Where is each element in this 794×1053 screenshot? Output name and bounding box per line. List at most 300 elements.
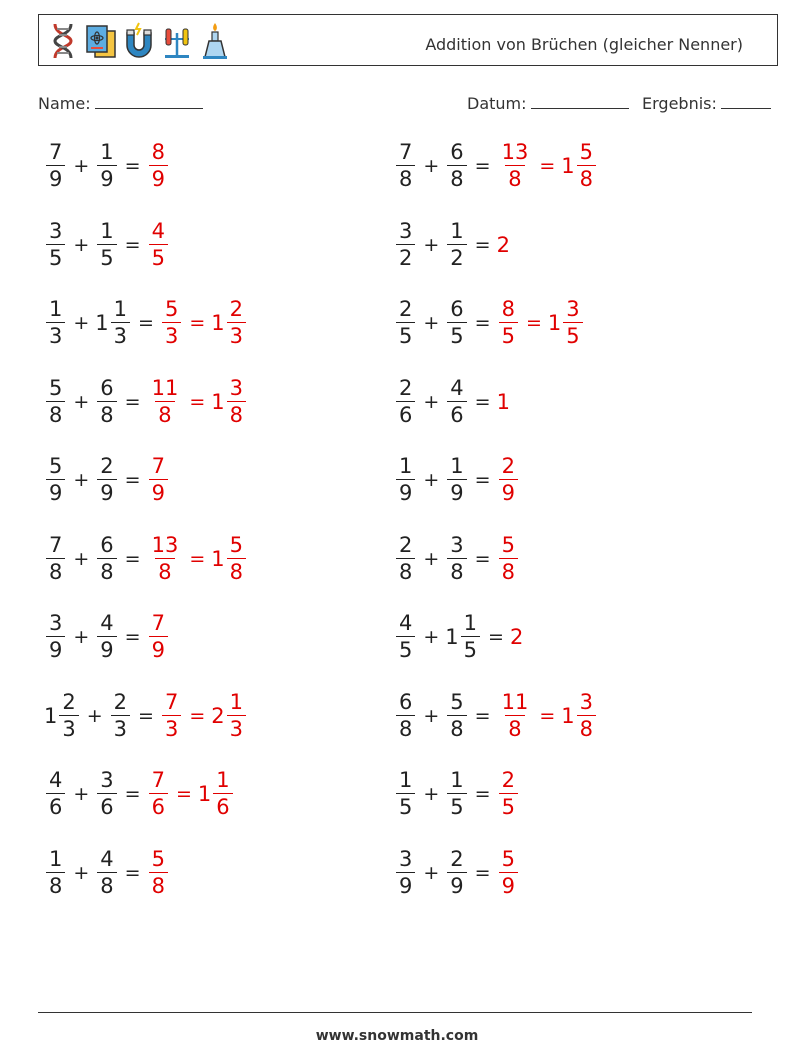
numerator: 4	[100, 846, 114, 871]
result-field[interactable]	[642, 94, 771, 113]
term	[445, 770, 468, 818]
problem-item	[394, 370, 510, 434]
denominator: 9	[149, 165, 168, 190]
fraction	[213, 770, 232, 818]
answer	[147, 218, 170, 270]
equals-sign: =	[474, 469, 491, 491]
answer	[160, 689, 248, 741]
equals-sign: =	[474, 704, 491, 727]
whole-number: 2	[509, 625, 524, 649]
numerator: 6	[399, 689, 413, 714]
fraction	[46, 218, 65, 270]
term	[44, 613, 67, 661]
plus-sign: +	[423, 469, 440, 491]
term	[44, 456, 67, 504]
numerator: 1	[49, 297, 63, 321]
term	[445, 299, 468, 347]
whole-number: 1	[496, 389, 510, 414]
term	[147, 456, 170, 504]
problem-item	[394, 841, 520, 905]
numerator: 1	[49, 846, 63, 871]
numerator: 4	[399, 611, 413, 635]
denominator: 9	[499, 872, 518, 897]
fraction	[97, 142, 116, 190]
denominator: 8	[447, 165, 466, 190]
problem-item	[394, 527, 520, 591]
numerator: 3	[100, 768, 114, 792]
fraction	[461, 613, 480, 661]
fraction	[499, 299, 518, 347]
plus-sign: +	[423, 233, 440, 256]
answer	[497, 770, 520, 818]
answer	[147, 532, 248, 584]
whole-number: 1	[561, 154, 575, 178]
fraction	[97, 613, 116, 661]
term	[95, 613, 118, 661]
answer	[497, 846, 520, 898]
denominator: 8	[505, 715, 524, 740]
denominator: 8	[505, 165, 524, 190]
fraction	[577, 689, 596, 741]
answer	[147, 375, 248, 427]
term	[497, 846, 520, 898]
term	[95, 846, 118, 898]
denominator: 8	[447, 558, 466, 583]
plus-sign: +	[73, 233, 90, 256]
whole-number: 1	[44, 703, 58, 728]
answer	[147, 613, 170, 661]
plus-sign: +	[73, 155, 90, 177]
denominator: 6	[97, 793, 116, 818]
answer	[147, 770, 235, 818]
answer	[497, 390, 510, 414]
numerator: 5	[151, 846, 165, 871]
term	[147, 532, 184, 584]
problem-item	[44, 841, 170, 905]
numerator: 3	[49, 218, 63, 243]
equals-sign: =	[124, 390, 141, 413]
denominator: 5	[149, 244, 168, 269]
denominator: 8	[227, 401, 246, 426]
equals-sign: =	[138, 312, 154, 334]
fraction	[46, 613, 65, 661]
fraction	[111, 689, 130, 741]
fraction	[162, 689, 181, 741]
fraction	[227, 375, 246, 427]
term	[497, 299, 520, 347]
fraction	[227, 689, 246, 741]
fraction	[149, 218, 168, 270]
worksheet-title: Addition von Brüchen (gleicher Nenner)	[425, 35, 743, 54]
term	[147, 218, 170, 270]
equals-sign: =	[525, 312, 542, 334]
denominator: 3	[162, 322, 181, 347]
fraction	[46, 846, 65, 898]
numerator: 2	[229, 297, 244, 321]
term	[445, 142, 468, 190]
numerator: 6	[450, 297, 464, 321]
whole-number: 1	[197, 782, 212, 806]
fraction	[499, 142, 532, 190]
name-label: Name:	[38, 94, 91, 113]
numerator: 1	[113, 297, 128, 321]
fraction	[97, 218, 116, 270]
term	[445, 456, 468, 504]
denominator: 8	[447, 715, 466, 740]
numerator: 2	[62, 689, 76, 714]
denominator: 8	[155, 401, 174, 426]
denominator: 3	[46, 322, 65, 347]
term	[445, 375, 468, 427]
whole-number: 1	[211, 311, 225, 335]
fraction	[499, 770, 518, 818]
numerator: 5	[49, 375, 63, 400]
numerator: 5	[450, 689, 464, 714]
numerator: 2	[501, 454, 515, 478]
denominator: 5	[447, 793, 466, 818]
plus-sign: +	[73, 469, 90, 491]
term	[548, 299, 585, 347]
science-book-icon	[85, 21, 117, 61]
fraction	[447, 456, 466, 504]
term	[44, 846, 67, 898]
fraction	[46, 299, 65, 347]
denominator: 8	[97, 558, 116, 583]
term	[147, 846, 170, 898]
footer-divider	[38, 1012, 752, 1013]
equals-sign: =	[189, 312, 206, 334]
denominator: 5	[396, 636, 415, 661]
fraction	[447, 770, 466, 818]
plus-sign: +	[73, 547, 90, 570]
numerator: 2	[399, 375, 413, 400]
result-blank[interactable]	[721, 94, 771, 109]
numerator: 7	[151, 768, 165, 792]
answer	[147, 142, 170, 190]
denominator: 8	[46, 558, 65, 583]
plus-sign: +	[86, 704, 103, 727]
denominator: 2	[447, 244, 466, 269]
plus-sign: +	[423, 861, 440, 884]
plus-sign: +	[73, 390, 90, 413]
fraction	[447, 689, 466, 741]
denominator: 6	[213, 793, 232, 818]
term	[561, 689, 598, 741]
fraction	[396, 456, 415, 504]
plus-sign: +	[423, 155, 440, 177]
equals-sign: =	[124, 626, 141, 648]
equals-sign: =	[474, 390, 491, 413]
fraction	[447, 375, 466, 427]
answer	[497, 456, 520, 504]
fraction	[447, 846, 466, 898]
header-icons	[47, 21, 231, 61]
fraction	[577, 142, 596, 190]
term	[160, 689, 183, 741]
equals-sign: =	[189, 390, 206, 413]
plus-sign: +	[73, 783, 90, 805]
equals-sign: =	[474, 861, 491, 884]
fraction	[447, 218, 466, 270]
problem-item	[394, 291, 585, 355]
term	[44, 770, 67, 818]
equals-sign: =	[138, 704, 154, 727]
numerator: 5	[579, 140, 593, 164]
denominator: 8	[396, 558, 415, 583]
plus-sign: +	[423, 783, 440, 805]
fraction	[396, 299, 415, 347]
term	[44, 532, 67, 584]
denominator: 9	[46, 479, 65, 504]
term	[445, 613, 482, 661]
equals-sign: =	[488, 626, 504, 648]
numerator: 1	[450, 454, 464, 478]
term	[44, 218, 67, 270]
fraction	[149, 846, 168, 898]
footer-url: www.snowmath.com	[315, 1028, 479, 1044]
denominator: 3	[162, 715, 181, 740]
fraction	[97, 532, 116, 584]
fraction	[46, 532, 65, 584]
term	[95, 456, 118, 504]
fraction	[149, 532, 182, 584]
denominator: 8	[499, 558, 518, 583]
equals-sign: =	[124, 469, 141, 491]
fraction	[447, 532, 466, 584]
fraction	[46, 142, 65, 190]
equals-sign: =	[474, 155, 491, 177]
plus-sign: +	[423, 312, 440, 334]
fraction	[111, 299, 130, 347]
plus-sign: +	[73, 312, 90, 334]
numerator: 4	[450, 375, 464, 400]
denominator: 9	[149, 636, 168, 661]
problem-item	[44, 527, 248, 591]
numerator: 1	[450, 768, 464, 792]
denominator: 8	[46, 872, 65, 897]
equals-sign: =	[539, 155, 556, 177]
numerator: 7	[49, 140, 63, 164]
whole-number: 1	[561, 703, 575, 728]
numerator: 4	[49, 768, 63, 792]
term	[510, 625, 523, 649]
fraction	[563, 299, 582, 347]
name-field[interactable]	[38, 94, 203, 113]
numerator: 2	[450, 846, 464, 871]
plus-sign: +	[73, 626, 90, 648]
numerator: 1	[100, 218, 114, 243]
term	[44, 375, 67, 427]
fraction	[396, 613, 415, 661]
term	[109, 689, 132, 741]
numerator: 2	[399, 532, 413, 557]
term	[394, 846, 417, 898]
term	[160, 299, 183, 347]
problem-item	[394, 448, 520, 512]
fraction	[149, 456, 168, 504]
equals-sign: =	[124, 783, 141, 805]
fraction	[396, 770, 415, 818]
denominator: 6	[46, 793, 65, 818]
term	[44, 689, 81, 741]
dna-icon	[47, 21, 79, 61]
fraction	[162, 299, 181, 347]
numerator: 5	[49, 454, 63, 478]
numerator: 1	[399, 454, 413, 478]
problem-item	[44, 213, 170, 277]
answer	[147, 846, 170, 898]
fraction	[447, 142, 466, 190]
numerator: 1	[100, 140, 114, 164]
term	[497, 689, 534, 741]
fraction	[396, 846, 415, 898]
denominator: 5	[396, 322, 415, 347]
name-blank[interactable]	[95, 94, 203, 109]
numerator: 1	[463, 611, 478, 635]
answer	[497, 299, 585, 347]
numerator: 7	[151, 454, 165, 478]
equals-sign: =	[539, 704, 556, 727]
denominator: 8	[396, 715, 415, 740]
numerator: 4	[151, 218, 165, 243]
fraction	[396, 218, 415, 270]
fraction	[97, 456, 116, 504]
denominator: 5	[46, 244, 65, 269]
fraction	[227, 299, 246, 347]
fraction	[499, 846, 518, 898]
numerator: 7	[49, 532, 63, 557]
worksheet-header	[38, 14, 778, 66]
denominator: 8	[46, 401, 65, 426]
fraction	[149, 770, 168, 818]
numerator: 4	[100, 611, 114, 635]
whole-number: 1	[211, 389, 225, 414]
fraction	[46, 456, 65, 504]
denominator: 9	[46, 636, 65, 661]
term	[198, 770, 235, 818]
term	[95, 142, 118, 190]
problem-item	[44, 134, 170, 198]
numerator: 3	[399, 846, 413, 871]
denominator: 3	[227, 322, 246, 347]
numerator: 5	[164, 297, 179, 321]
whole-number: 2	[211, 703, 225, 728]
numerator: 2	[100, 454, 114, 478]
problem-item	[44, 291, 248, 355]
date-blank[interactable]	[531, 94, 629, 109]
fraction	[499, 689, 532, 741]
equals-sign: =	[474, 547, 491, 570]
equals-sign: =	[124, 547, 141, 570]
term	[394, 299, 417, 347]
fraction	[149, 142, 168, 190]
plus-sign: +	[423, 547, 440, 570]
numerator: 11	[151, 375, 179, 400]
bunsen-burner-icon	[199, 21, 231, 61]
numerator: 11	[501, 689, 529, 714]
numerator: 1	[216, 768, 230, 792]
term	[394, 218, 417, 270]
numerator: 1	[450, 218, 464, 243]
test-tube-rack-icon	[161, 21, 193, 61]
numerator: 7	[164, 689, 179, 714]
numerator: 3	[399, 218, 413, 243]
term	[95, 375, 118, 427]
numerator: 3	[49, 611, 63, 635]
answer	[497, 233, 510, 257]
term	[44, 142, 67, 190]
fraction	[149, 375, 182, 427]
fraction	[59, 689, 78, 741]
term	[394, 770, 417, 818]
result-label: Ergebnis:	[642, 94, 717, 113]
problem-item	[394, 213, 510, 277]
term	[44, 299, 67, 347]
denominator: 9	[149, 479, 168, 504]
equals-sign: =	[474, 783, 491, 805]
denominator: 9	[499, 479, 518, 504]
fraction	[499, 456, 518, 504]
numerator: 3	[579, 689, 593, 714]
numerator: 13	[501, 140, 529, 164]
answer	[497, 689, 598, 741]
term	[147, 142, 170, 190]
term	[95, 770, 118, 818]
fraction	[97, 375, 116, 427]
term	[497, 390, 510, 414]
numerator: 5	[501, 532, 515, 557]
denominator: 3	[111, 322, 130, 347]
fraction	[46, 375, 65, 427]
denominator: 9	[396, 872, 415, 897]
denominator: 6	[396, 401, 415, 426]
term	[394, 532, 417, 584]
denominator: 3	[227, 715, 246, 740]
term	[211, 689, 248, 741]
plus-sign: +	[423, 626, 440, 648]
term	[147, 613, 170, 661]
term	[497, 233, 510, 257]
denominator: 8	[396, 165, 415, 190]
plus-sign: +	[423, 704, 440, 727]
equals-sign: =	[124, 861, 141, 884]
denominator: 9	[97, 479, 116, 504]
fraction	[97, 770, 116, 818]
fraction	[396, 532, 415, 584]
answer	[160, 299, 248, 347]
term	[147, 375, 184, 427]
problem-item	[44, 762, 235, 826]
term	[394, 689, 417, 741]
term	[394, 456, 417, 504]
denominator: 2	[396, 244, 415, 269]
numerator: 3	[229, 375, 243, 400]
equals-sign: =	[474, 233, 491, 256]
date-field[interactable]	[467, 94, 629, 113]
equals-sign: =	[189, 547, 206, 570]
denominator: 5	[97, 244, 116, 269]
term	[394, 375, 417, 427]
plus-sign: +	[73, 861, 90, 884]
term	[497, 456, 520, 504]
term	[147, 770, 170, 818]
fraction	[149, 613, 168, 661]
problem-item	[394, 762, 520, 826]
denominator: 6	[447, 401, 466, 426]
denominator: 3	[111, 715, 130, 740]
whole-number: 1	[445, 625, 459, 649]
denominator: 5	[396, 793, 415, 818]
